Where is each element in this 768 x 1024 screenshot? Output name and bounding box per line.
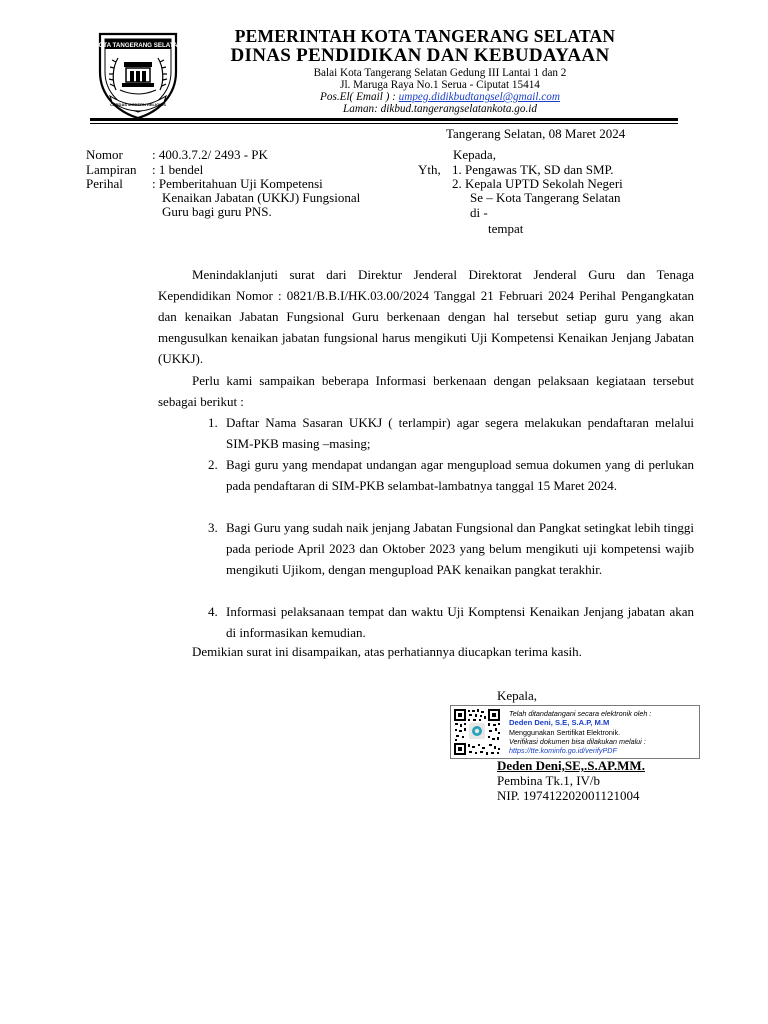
recipient-item2-cont: Se – Kota Tangerang Selatan bbox=[470, 190, 621, 205]
esign-verify-url[interactable]: https://tte.kominfo.go.id/verifyPDF bbox=[509, 746, 617, 755]
logo-motto-text: CERDAS MODERN RELIGIUS bbox=[110, 102, 166, 107]
lampiran-label: Lampiran bbox=[86, 162, 137, 177]
email-label: Pos.El( Email ) : bbox=[320, 91, 399, 103]
body-paragraph-1: Menindaklanjuti surat dari Direktur Jenderal Direktorat Jenderal Guru dan Tenaga Kependidikan Nomor : 0821/B.B.I/HK.03.00/2024 Tanggal 21 Februari 2024 Perihal Pengangkatan dan kenaikan Jabatan Fungsional Guru berkenaan dengan hal tersebut setiap guru yang akan mengusulkan kenaikan jabatan fungsional harus mengikuti Uji Kompetensi Kenaikan Jenjang Jabatan (UKKJ). bbox=[158, 267, 694, 366]
esign-verify-note: Verifikasi dokumen bisa dilakukan melalui : bbox=[509, 737, 646, 746]
letterhead-address-line2: Jl. Maruga Raya No.1 Serua - Ciputat 15414 bbox=[340, 79, 540, 91]
esign-certificate-note: Menggunakan Sertifikat Elektronik. bbox=[509, 728, 621, 737]
letterhead-divider-thick bbox=[90, 118, 678, 121]
list-item-number: 4. bbox=[208, 604, 218, 619]
logo-top-text: KOTA TANGERANG SELATAN bbox=[94, 42, 182, 49]
nomor-value: : 400.3.7.2/ 2493 - PK bbox=[152, 147, 268, 162]
recipient-tempat: tempat bbox=[488, 221, 524, 236]
letterhead-website: Laman: dikbud.tangerangselatankota.go.id bbox=[343, 103, 537, 115]
signer-nip: NIP. 197412202001121004 bbox=[497, 788, 640, 803]
email-link[interactable]: umpeg.didikbudtangsel@gmail.com bbox=[398, 91, 560, 103]
list-item-number: 1. bbox=[208, 415, 218, 430]
recipient-item2: 2. Kepala UPTD Sekolah Negeri bbox=[452, 176, 623, 191]
letter-date: Tangerang Selatan, 08 Maret 2024 bbox=[446, 126, 626, 141]
esign-statement: Telah ditandatangani secara elektronik oleh : bbox=[509, 709, 652, 718]
body-paragraph-2: Perlu kami sampaikan beberapa Informasi berkenaan dengan pelaksaan kegiataan tersebut sebagai berikut : bbox=[158, 373, 694, 409]
perihal-label: Perihal bbox=[86, 176, 123, 191]
letterhead-divider-thin bbox=[90, 123, 678, 124]
closing-sentence: Demikian surat ini disampaikan, atas perhatiannya diucapkan terima kasih. bbox=[192, 644, 582, 659]
nomor-label: Nomor bbox=[86, 147, 123, 162]
perihal-line3: Guru bagi guru PNS. bbox=[162, 204, 272, 219]
letterhead-government-name: PEMERINTAH KOTA TANGERANG SELATAN bbox=[234, 26, 616, 46]
letterhead-email-line bbox=[200, 91, 680, 103]
signer-rank: Pembina Tk.1, IV/b bbox=[497, 773, 601, 788]
recipient-kepada: Kepada, bbox=[453, 147, 496, 162]
list-item-number: 2. bbox=[208, 457, 218, 472]
list-item-text: Bagi Guru yang sudah naik jenjang Jabatan Fungsional dan Pangkat setingkat lebih tinggi pada periode April 2023 dan Oktober 2023 yang belum mengikuti uji kompetensi wajib mengikuti Ujikom, dengan mengupload PAK kenaikan pangkat terakhir. bbox=[226, 520, 694, 577]
letterhead-address-line1: Balai Kota Tangerang Selatan Gedung III Lantai 1 dan 2 bbox=[313, 67, 567, 79]
recipient-item1: 1. Pengawas TK, SD dan SMP. bbox=[452, 162, 614, 177]
signer-name: Deden Deni,SE,.S.AP.MM. bbox=[497, 758, 645, 773]
qr-code-icon bbox=[453, 708, 501, 756]
lampiran-value: : 1 bendel bbox=[152, 162, 204, 177]
kota-tangerang-selatan-emblem-icon bbox=[92, 28, 184, 120]
list-item-text: Daftar Nama Sasaran UKKJ ( terlampir) agar segera melakukan pendaftaran melalui SIM-PKB masing –masing; bbox=[226, 415, 694, 451]
recipient-di: di - bbox=[470, 205, 488, 220]
list-item-text: Informasi pelaksanaan tempat dan waktu Uji Komptensi Kenaikan Jenjang jabatan akan di informasikan kemudian. bbox=[226, 604, 694, 640]
perihal-line2: Kenaikan Jabatan (UKKJ) Fungsional bbox=[162, 190, 361, 205]
electronic-signature-box bbox=[450, 705, 700, 759]
esign-signer-name: Deden Deni, S.E, S.A.P, M.M bbox=[509, 718, 610, 727]
letterhead-agency-name: DINAS PENDIDIKAN DAN KEBUDAYAAN bbox=[230, 45, 610, 66]
perihal-line1: : Pemberitahuan Uji Kompetensi bbox=[152, 176, 323, 191]
recipient-yth: Yth, bbox=[418, 162, 441, 177]
list-item-number: 3. bbox=[208, 520, 218, 535]
list-item-text: Bagi guru yang mendapat undangan agar mengupload semua dokumen yang di perlukan pada pendaftaran di SIM-PKB selambat-lambatnya tanggal 15 Maret 2024. bbox=[226, 457, 694, 493]
signature-title: Kepala, bbox=[497, 688, 538, 703]
